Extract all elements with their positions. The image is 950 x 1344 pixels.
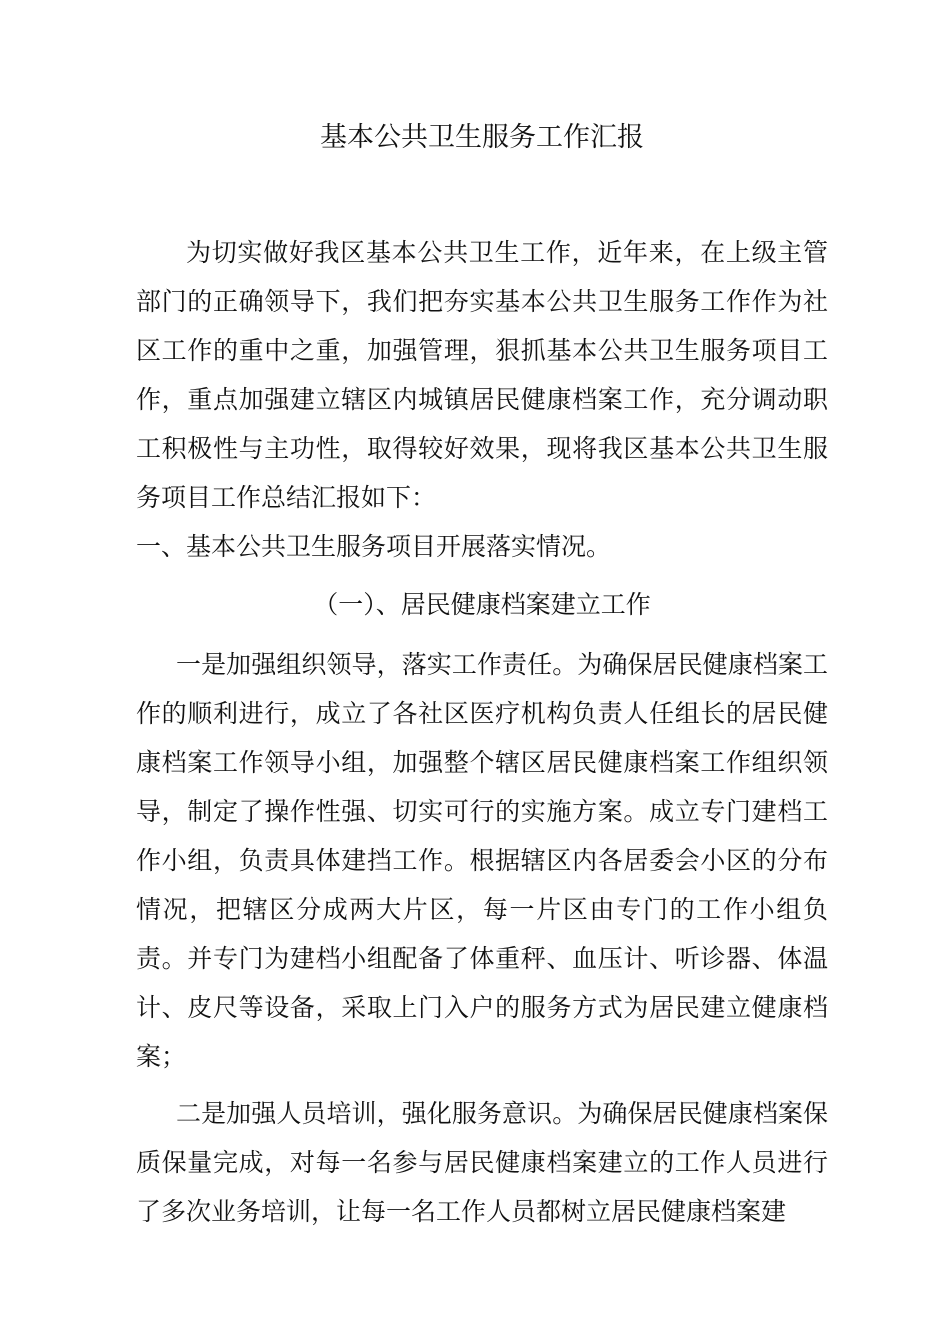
intro-paragraph: 为切实做好我区基本公共卫生工作，近年来，在上级主管部门的正确领导下，我们把夯实基本公共卫生服务工作作为社区工作的重中之重，加强管理，狠抓基本公共卫生服务项目工作，重点加强建立辖区内城镇居民健康档案工作，充分调动职工积极性与主功性，取得较好效果，现将我区基本公共卫生服务项目工作总结汇报如下： (136, 238, 828, 512)
subsection-heading-1: （一）、居民健康档案建立工作 (313, 590, 651, 619)
paragraph-training: 二是加强人员培训，强化服务意识。为确保居民健康档案保质保量完成，对每一名参与居民健康档案建立的工作人员进行了多次业务培训，让每一名工作人员都树立居民健康档案建 (136, 1099, 828, 1226)
document-title: 基本公共卫生服务工作汇报 (320, 122, 644, 153)
section-heading-1: 一、基本公共卫生服务项目开展落实情况。 (136, 532, 612, 561)
paragraph-organization: 一是加强组织领导，落实工作责任。为确保居民健康档案工作的顺利进行，成立了各社区医疗机构负责人任组长的居民健康档案工作领导小组，加强整个辖区居民健康档案工作组织领导，制定了操作性强、切实可行的实施方案。成立专门建档工作小组，负责具体建挡工作。根据辖区内各居委会小区的分布情况，把辖区分成两大片区，每一片区由专门的工作小组负责。并专门为建档小组配备了体重秤、血压计、听诊器、体温计、皮尺等设备，采取上门入户的服务方式为居民建立健康档案； (136, 650, 828, 1071)
